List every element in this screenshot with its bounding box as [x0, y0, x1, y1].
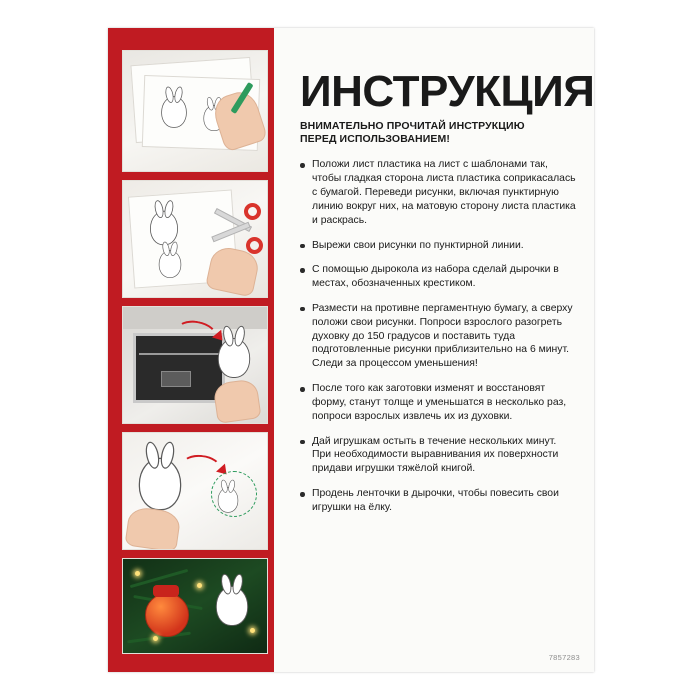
list-item: После того как заготовки изменят и восстановят форму, станут толще и уменьшатся в несколько раз, попроси взрослых извлечь их из духовки.	[300, 382, 576, 423]
list-item: Положи лист пластика на лист с шаблонами так, чтобы гладкая сторона листа пластика соприкасалась с бумагой. Переведи рисунки, включая пунктирную линию вокруг них, на матовую сторону листа пластика и раскрась.	[300, 158, 576, 227]
photo-shrinking-result	[122, 432, 268, 550]
list-item: Вырежи свои рисунки по пунктирной линии.	[300, 239, 576, 253]
list-item: С помощью дырокола из набора сделай дырочки в местах, обозначенных крестиком.	[300, 263, 576, 291]
photo-tracing-templates	[122, 50, 268, 172]
photo-strip	[108, 28, 274, 672]
page-title: ИНСТРУКЦИЯ	[300, 67, 594, 116]
photo-toy-on-tree	[122, 558, 268, 654]
list-item: Дай игрушкам остыть в течение нескольких минут. При необходимости выравнивания их поверхности придави игрушки тяжёлой книгой.	[300, 435, 576, 476]
instruction-card	[108, 28, 594, 672]
photo-oven-baking	[122, 306, 268, 424]
list-item: Продень ленточки в дырочки, чтобы повесить свои игрушки на ёлку.	[300, 487, 576, 515]
subtitle-line-1: ВНИМАТЕЛЬНО ПРОЧИТАЙ ИНСТРУКЦИЮ	[300, 120, 525, 133]
instruction-content	[286, 28, 594, 672]
steps-list	[300, 158, 576, 514]
subtitle-line-2: ПЕРЕД ИСПОЛЬЗОВАНИЕМ!	[300, 133, 450, 146]
list-item: Размести на противне пергаментную бумагу, а сверху положи свои рисунки. Попроси взрослого разогреть духовку до 150 градусов и поставить туда подготовленные рисунки приблизительно на 6 минут. Следи за процессом уменьшения!	[300, 302, 576, 371]
article-code: 7857283	[548, 653, 580, 662]
photo-cutting-scissors	[122, 180, 268, 298]
page-subtitle	[300, 120, 576, 146]
